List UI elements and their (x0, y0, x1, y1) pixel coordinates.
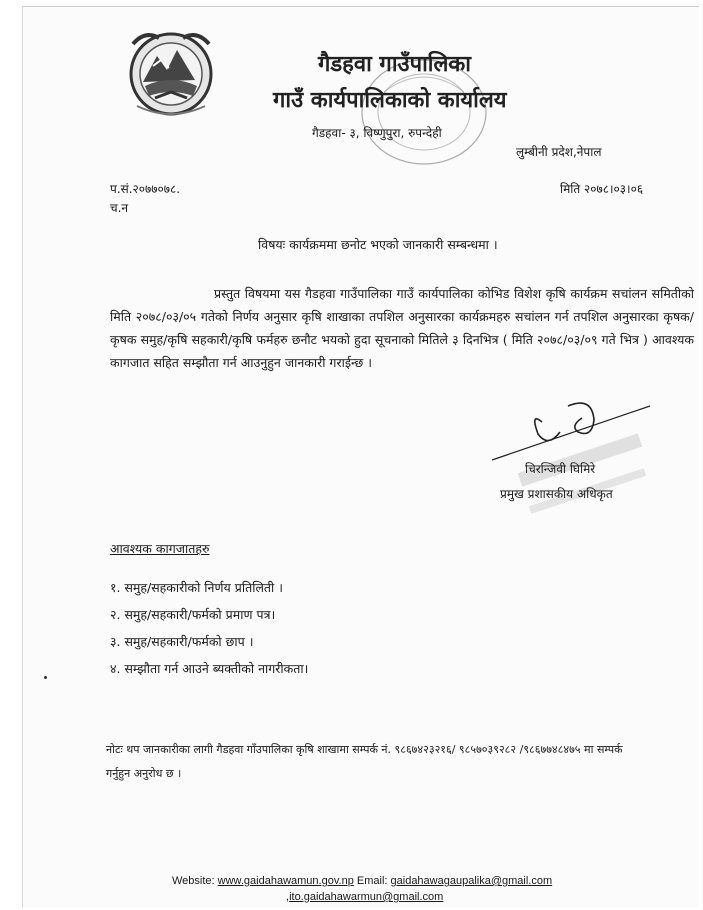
office-name: गैडहवा गाउँपालिका (318, 52, 471, 77)
requirements-heading: आवश्यक कागजातहरु (110, 541, 210, 556)
office-title: गाउँ कार्यपालिकाको कार्यालय (273, 88, 507, 113)
website-link[interactable]: www.gaidahawamun.gov.np (217, 875, 354, 887)
email-link-primary[interactable]: gaidahawagaupalika@gmail.com (390, 875, 553, 887)
dispatch-number: च.न (110, 201, 129, 215)
list-item: १. समुह/सहकारीको निर्णय प्रतिलिती । (110, 580, 284, 595)
email-separator: , (286, 891, 290, 903)
requirements-list (110, 574, 308, 682)
list-item: २. समुह/सहकारी/फर्मको प्रमाण पत्र। (110, 607, 276, 622)
nepal-emblem-logo (125, 26, 217, 118)
footer-line-1 (172, 875, 552, 887)
website-label: Website: (172, 875, 215, 887)
stray-mark (44, 676, 47, 679)
list-item: ४. सम्झौता गर्न आउने ब्यक्तीको नागरीकता। (110, 661, 309, 676)
letter-body: प्रस्तुत विषयमा यस गैडहवा गाउँपालिका गाउँ कार्यपालिका कोभिड विशेश कृषि कार्यक्रम सचांलन समितीको मिति २०७८/०३/०५ गतेको निर्णय अनुसार कृषि शाखाका तपशिल अनुसारका कार्यक्रमहरु सचांलन गर्न तपशिल अनुसारका कृषक/कृषक समुह/कृषि सहकारी/कृषि फर्महरु छनौट भयको हुदा सूचनाको मितिले ३ दिनभित्र ( मिति २०७८/०३/०९ गते भित्र ) आवश्यक कागजात सहित सम्झौता गर्न आउनुहुन जानकारी गराईन्छ । (110, 286, 694, 370)
signer-name: चिरन्जिवी घिमिरे (525, 462, 596, 476)
province-line: लुम्बीनी प्रदेश,नेपाल (516, 145, 602, 159)
subject-line: विषयः कार्यक्रममा छनोट भएको जानकारी सम्बन्धमा । (258, 237, 498, 252)
signer-title: प्रमुख प्रशासकीय अधिकृत (500, 487, 613, 501)
office-address: गैडहवा- ३, विष्णुपुरा, रुपन्देही (312, 126, 442, 140)
reference-number: प.सं.२०७७०७८. (110, 182, 181, 196)
letter-date: मिति २०७८।०३।०६ (560, 182, 644, 196)
list-item: ३. समुह/सहकारी/फर्मको छाप । (110, 634, 254, 649)
email-label: Email: (356, 875, 388, 887)
email-link-it[interactable]: ito.gaidahawarmun@gmail.com (289, 891, 444, 903)
contact-note: नोटः थप जानकारीका लागी गैडहवा गाँउपालिका कृषि शाखामा सम्पर्क नं. ९८६७४२३२१६/ ९८५७०३९२८२ /९८६७७४८४७५ मा सम्पर्क गर्नुहुन अनुरोध छ । (106, 743, 623, 780)
footer-line-2 (286, 891, 443, 903)
